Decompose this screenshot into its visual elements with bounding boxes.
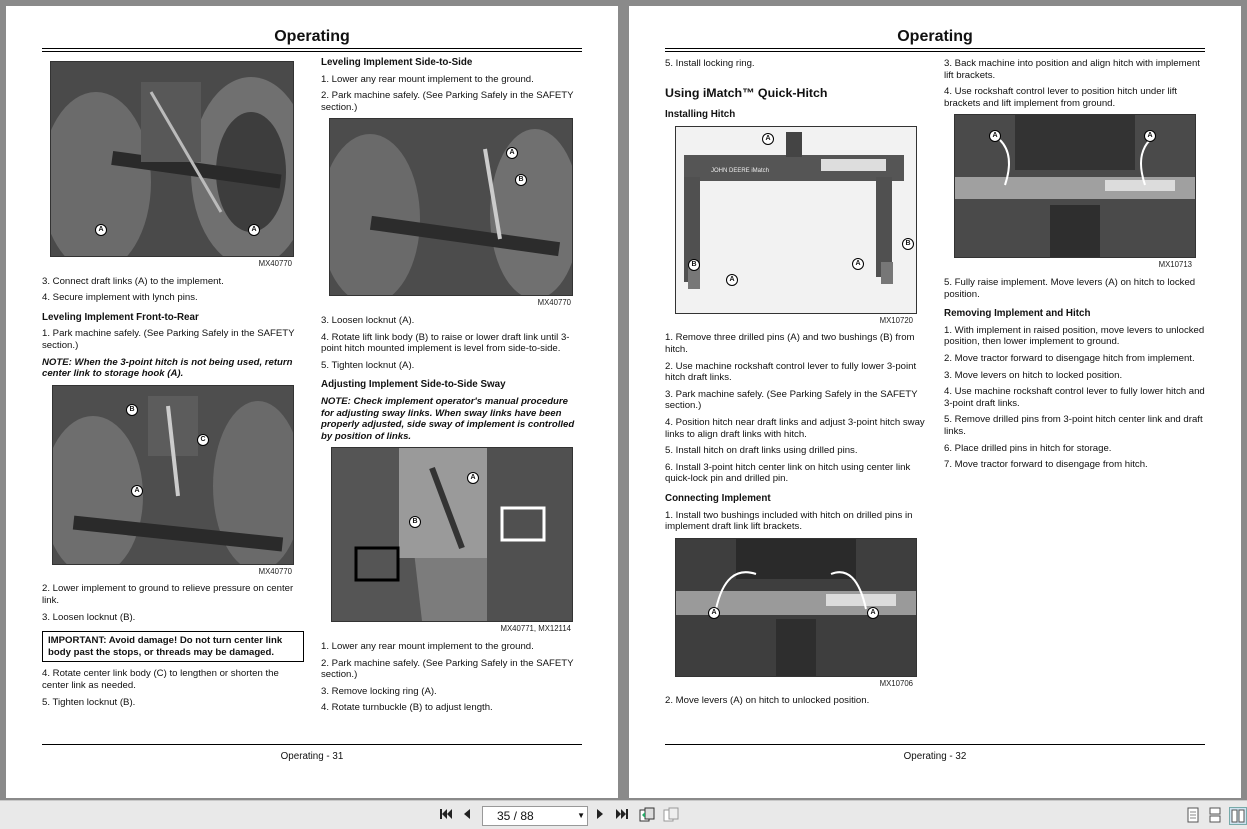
page-indicator: 35 / 88	[497, 809, 534, 823]
section-heading: Using iMatch™ Quick-Hitch	[665, 85, 828, 100]
left-page-column-1	[42, 61, 304, 713]
chevron-down-icon: ▼	[577, 811, 585, 820]
step-text: 4. Use machine rockshaft control lever to fully lower hitch and 3-point draft links.	[944, 386, 1205, 409]
viewer-toolbar	[0, 800, 1247, 829]
step-text: 6. Install 3-point hitch center link on hitch using center link quick-lock pin and drilled pin.	[665, 461, 911, 485]
right-page	[629, 6, 1241, 798]
step-text: 6. Place drilled pins in hitch for storage.	[944, 442, 1112, 454]
step-text: 4. Secure implement with lynch pins.	[42, 292, 198, 304]
step-text: 2. Park machine safely. (See Parking Safely in the SAFETY section.)	[321, 90, 574, 113]
callout-a: A	[867, 607, 879, 619]
figure-caption: MX10713	[1158, 260, 1192, 270]
callout-a: A	[989, 130, 1001, 142]
single-page-view-icon[interactable]	[1186, 807, 1200, 823]
page-footer: Operating - 31	[280, 751, 344, 762]
subheading: Removing Implement and Hitch	[944, 308, 1091, 320]
figure-lift-link	[329, 118, 573, 296]
step-text: 1. Install two bushings included with hitch on drilled pins in implement draft link lift brackets.	[665, 509, 913, 533]
next-page-icon[interactable]	[593, 807, 607, 823]
figure-center-link	[52, 385, 294, 565]
step-text: 1. Lower any rear mount implement to the ground.	[321, 73, 534, 85]
step-text: 4. Rotate center link body (C) to lengthen or shorten the center link as needed.	[42, 668, 279, 691]
page-header: Operating	[897, 28, 973, 45]
step-text: 5. Fully raise implement. Move levers (A) on hitch to locked position.	[944, 276, 1196, 300]
forward-view-icon[interactable]	[662, 807, 680, 823]
step-text: 5. Tighten locknut (B).	[42, 696, 136, 708]
left-page	[6, 6, 618, 798]
step-text: 4. Rotate turnbuckle (B) to adjust length.	[321, 702, 493, 714]
callout-a: A	[467, 472, 479, 484]
step-text: 2. Use machine rockshaft control lever to fully lower 3-point hitch draft links.	[665, 360, 917, 384]
first-page-icon[interactable]	[438, 807, 454, 823]
hitch-brand-label: JOHN DEERE iMatch	[711, 167, 770, 174]
figure-caption: MX10720	[879, 315, 913, 325]
step-text: 1. With implement in raised position, move levers to unlocked position, then lower implement to ground.	[944, 324, 1205, 348]
callout-a: A	[506, 147, 518, 159]
right-page-column-2	[944, 58, 1206, 476]
callout-a: A	[762, 133, 774, 145]
callout-b: B	[515, 174, 527, 186]
figure-caption: MX10706	[879, 678, 913, 688]
subheading: Connecting Implement	[665, 492, 771, 504]
callout-a: A	[1144, 130, 1156, 142]
right-page-column-1	[665, 58, 927, 712]
subheading: Adjusting Implement Side-to-Side Sway	[321, 379, 506, 391]
step-text: 2. Park machine safely. (See Parking Safely in the SAFETY section.)	[321, 657, 574, 681]
step-text: 2. Move tractor forward to disengage hitch from implement.	[944, 352, 1195, 364]
step-text: 4. Position hitch near draft links and adjust 3-point hitch sway links to align draft links with hitch.	[665, 416, 925, 440]
page-footer: Operating - 32	[903, 751, 967, 762]
callout-a: A	[95, 224, 107, 236]
footer-rule	[665, 744, 1205, 745]
step-text: 4. Rotate lift link body (B) to raise or lower draft link until 3-point hitch mounted implement is level from side-to-side.	[321, 331, 570, 355]
back-view-icon[interactable]	[638, 807, 656, 823]
figure-caption: MX40771, MX12114	[500, 624, 571, 634]
footer-rule	[42, 744, 582, 745]
figure-caption: MX40770	[258, 259, 292, 268]
callout-a: A	[708, 607, 720, 619]
callout-b: B	[409, 516, 421, 528]
subheading: Leveling Implement Front-to-Rear	[42, 311, 199, 323]
note-text: NOTE: Check implement operator's manual procedure for adjusting sway links. When sway links have been properly adjusted, side sway of implement is controlled by position of links.	[321, 395, 575, 442]
step-text: 3. Remove locking ring (A).	[321, 685, 437, 697]
step-text: 3. Move levers on hitch to locked position.	[944, 369, 1123, 381]
step-text: 3. Back machine into position and align hitch with implement lift brackets.	[944, 58, 1200, 81]
prev-page-icon[interactable]	[460, 807, 474, 823]
callout-b: B	[902, 238, 914, 250]
step-text: 2. Lower implement to ground to relieve pressure on center link.	[42, 583, 294, 606]
step-text: 5. Tighten locknut (A).	[321, 359, 415, 371]
figure-caption: MX40770	[537, 298, 571, 308]
callout-a: A	[726, 274, 738, 286]
page-header: Operating	[274, 28, 350, 45]
note-text: NOTE: When the 3-point hitch is not being used, return center link to storage hook (A).	[42, 356, 293, 380]
step-text: 3. Loosen locknut (B).	[42, 611, 136, 623]
left-page-column-2	[321, 57, 583, 719]
step-text: 5. Install hitch on draft links using drilled pins.	[665, 445, 858, 457]
figure-caption: MX40770	[258, 566, 292, 576]
step-text: 3. Park machine safely. (See Parking Safely in the SAFETY section.)	[665, 388, 918, 412]
callout-b: B	[688, 259, 700, 271]
page-number-select[interactable]	[482, 806, 588, 826]
important-box: IMPORTANT: Avoid damage! Do not turn center link body past the stops, or threads may be damaged.	[42, 631, 304, 662]
callout-b: B	[126, 404, 138, 416]
step-text: 5. Install locking ring.	[665, 58, 755, 69]
callout-c: C	[197, 434, 209, 446]
continuous-view-icon[interactable]	[1208, 807, 1222, 823]
step-text: 7. Move tractor forward to disengage from hitch.	[944, 459, 1148, 471]
step-text: 4. Use rockshaft control lever to position hitch under lift brackets and lift implement from ground.	[944, 86, 1178, 109]
figure-levers-locked	[954, 114, 1196, 258]
header-rule	[665, 48, 1205, 52]
facing-pages-view-icon[interactable]	[1229, 807, 1247, 825]
last-page-icon[interactable]	[614, 807, 630, 823]
step-text: 1. Lower any rear mount implement to the ground.	[321, 640, 534, 652]
step-text: 1. Park machine safely. (See Parking Safely in the SAFETY section.)	[42, 328, 295, 351]
step-text: 5. Remove drilled pins from 3-point hitch center link and draft links.	[944, 414, 1203, 437]
figure-sway-link	[331, 447, 573, 622]
step-text: 3. Loosen locknut (A).	[321, 314, 415, 326]
callout-a: A	[131, 485, 143, 497]
step-text: 2. Move levers (A) on hitch to unlocked position.	[665, 695, 870, 707]
callout-a: A	[248, 224, 260, 236]
step-text: 1. Remove three drilled pins (A) and two bushings (B) from hitch.	[665, 332, 915, 355]
callout-a: A	[852, 258, 864, 270]
figure-imatch-hitch	[675, 126, 917, 314]
step-text: 3. Connect draft links (A) to the implement.	[42, 275, 224, 287]
subheading: Leveling Implement Side-to-Side	[321, 57, 473, 68]
subheading: Installing Hitch	[665, 109, 736, 121]
figure-levers-unlocked	[675, 538, 917, 677]
figure-draft-links	[50, 61, 294, 257]
header-rule	[42, 48, 582, 52]
